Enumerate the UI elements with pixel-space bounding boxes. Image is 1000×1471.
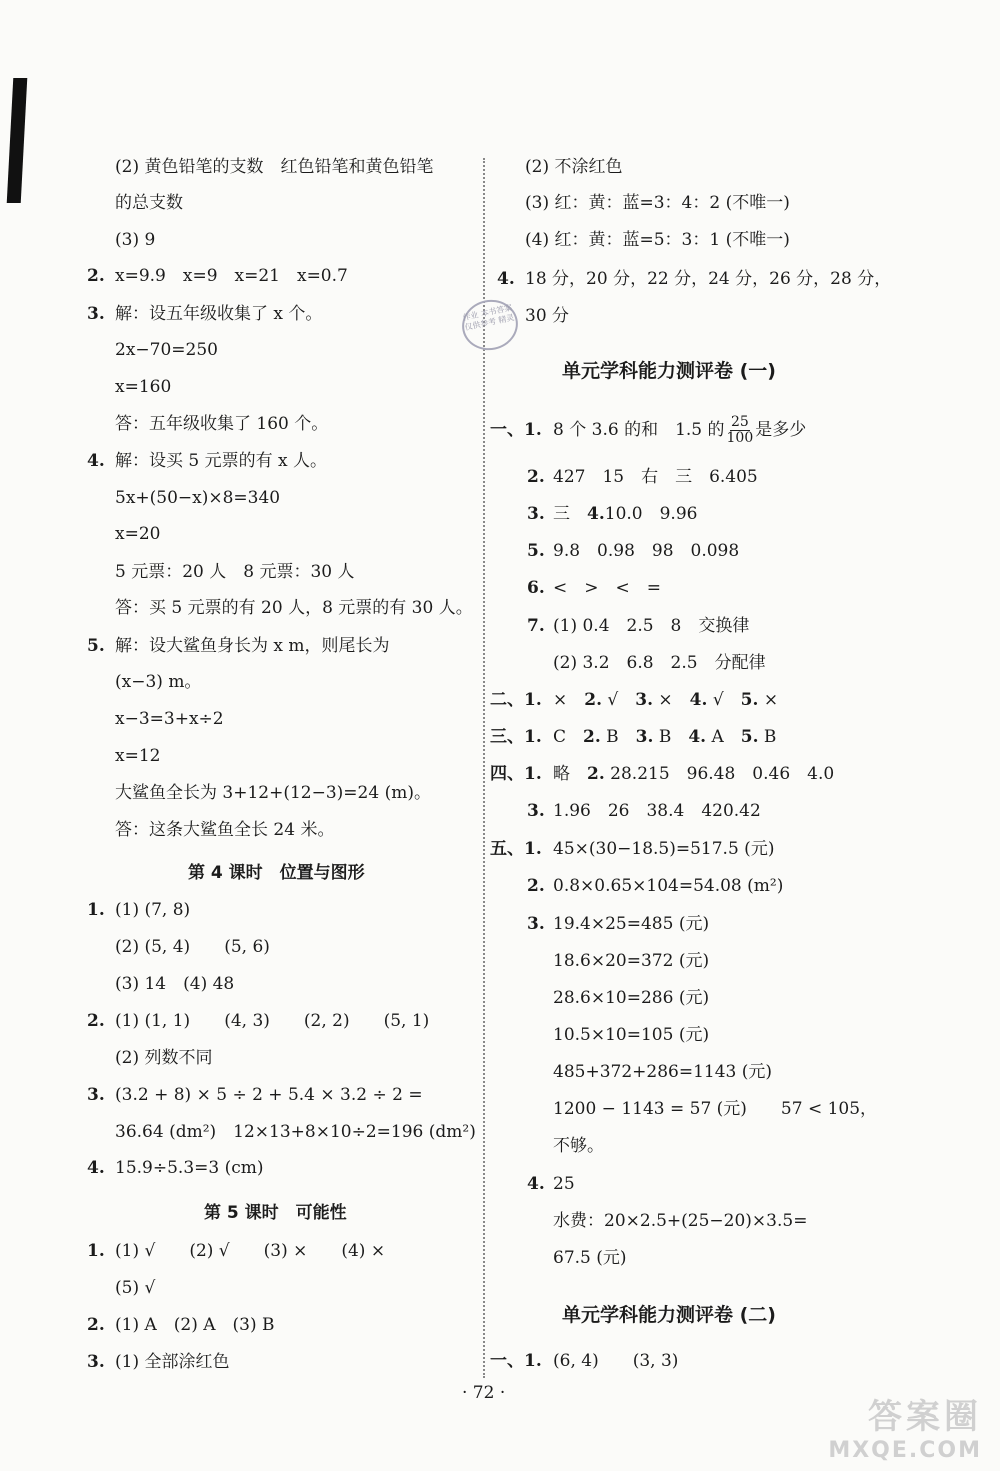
answer-line: 答：这条大鲨鱼全长 24 米。 <box>115 820 335 840</box>
fraction-numerator: 25 <box>730 413 749 430</box>
question-number: 4. <box>87 451 105 471</box>
answer-line: (3) 红：黄：蓝=3：4：2 (不唯一) <box>525 193 790 213</box>
question-number: 一、1. <box>490 1351 542 1371</box>
section-heading: 第 5 课时 可能性 <box>204 1203 347 1223</box>
answer-line: 5 元票：20 人 8 元票：30 人 <box>115 562 355 582</box>
watermark-url: MXQE.COM <box>828 1438 982 1463</box>
answer-line: 9.8 0.98 98 0.098 <box>553 541 740 561</box>
question-number: 4. <box>497 269 515 289</box>
answer-line: (1) 全部涂红色 <box>115 1352 230 1372</box>
answer-line: (2) (5, 4) (5, 6) <box>115 937 270 957</box>
answer-line: 1.96 26 38.4 420.42 <box>553 801 761 821</box>
question-number: 3. <box>87 1085 105 1105</box>
answer-text: × <box>553 690 568 710</box>
answer-line: (4) 红：黄：蓝=5：3：1 (不唯一) <box>525 230 790 250</box>
answer-line: 答：买 5 元票的有 20 人，8 元票的有 30 人。 <box>115 598 473 618</box>
question-number: 三、1. <box>490 727 542 747</box>
answer-line: 2x−70=250 <box>115 340 218 360</box>
question-number: 4. <box>527 1174 545 1194</box>
question-number: 二、1. <box>490 690 542 710</box>
question-number: 2. <box>527 876 545 896</box>
answer-line: x=160 <box>115 377 172 397</box>
answer-text: × <box>658 690 673 710</box>
question-number: 5. <box>527 541 545 561</box>
answer-line: 解：设五年级收集了 x 个。 <box>115 304 323 324</box>
question-number: 2. <box>87 1315 105 1335</box>
question-number: 2. <box>527 467 545 487</box>
answer-line: (1) (7, 8) <box>115 900 191 920</box>
answer-line: (2) 不涂红色 <box>525 157 623 177</box>
answer-text: 略 <box>553 764 570 784</box>
answer-line: 解：设大鲨鱼身长为 x m，则尾长为 <box>115 636 390 656</box>
answer-text: 8 个 3.6 的和 1.5 的 <box>553 420 725 440</box>
answer-text: C <box>553 727 567 747</box>
answer-line <box>553 762 834 786</box>
answer-line: (1) √ (2) √ (3) × (4) × <box>115 1241 386 1261</box>
answer-line: 28.6×10=286 (元) <box>553 988 710 1008</box>
answer-line: (5) √ <box>115 1278 156 1298</box>
question-number: 3. <box>527 504 545 524</box>
question-number: 3. <box>87 304 105 324</box>
answer-text: 28.215 96.48 0.46 4.0 <box>610 764 835 784</box>
fraction <box>727 415 754 446</box>
answer-text: 10.0 9.96 <box>604 504 698 524</box>
question-number: 2. <box>583 727 601 747</box>
question-number: 四、1. <box>490 764 542 784</box>
question-number: 5. <box>87 636 105 656</box>
answer-line: x=12 <box>115 746 161 766</box>
watermark-logo: 答案圈 <box>868 1397 982 1437</box>
question-number: 4. <box>87 1158 105 1178</box>
answer-line: (2) 列数不同 <box>115 1048 213 1068</box>
answer-line: < > < = <box>553 578 661 598</box>
section-heading: 单元学科能力测评卷 (二) <box>562 1304 776 1326</box>
answer-line: 的总支数 <box>115 193 183 213</box>
answer-line <box>553 502 697 526</box>
section-heading: 第 4 课时 位置与图形 <box>188 863 365 883</box>
answer-text: B <box>658 727 672 747</box>
answer-line: 36.64 (dm²) 12×13+8×10÷2=196 (dm²) <box>115 1122 476 1142</box>
answer-line: 45×(30−18.5)=517.5 (元) <box>553 839 775 859</box>
answer-line: 30 分 <box>525 306 570 326</box>
answer-line: 0.8×0.65×104=54.08 (m²) <box>553 876 784 896</box>
answer-line: 水费：20×2.5+(25−20)×3.5= <box>553 1211 808 1231</box>
answer-line: 485+372+286=1143 (元) <box>553 1062 773 1082</box>
answer-line: 大鲨鱼全长为 3+12+(12−3)=24 (m)。 <box>115 783 431 803</box>
answer-text: × <box>763 690 779 710</box>
question-number: 4. <box>688 727 707 747</box>
fraction-denominator: 100 <box>726 429 754 446</box>
question-number: 5. <box>740 690 759 710</box>
answer-text: B <box>763 727 777 747</box>
answer-line: (3) 14 (4) 48 <box>115 974 235 994</box>
question-number: 五、1. <box>490 839 542 859</box>
answer-line: (1) (1, 1) (4, 3) (2, 2) (5, 1) <box>115 1011 430 1031</box>
question-number: 2. <box>87 1011 105 1031</box>
stamp-mark: 作业 本书答案仅供参考 精灵 <box>457 295 522 356</box>
answer-line: (2) 3.2 6.8 2.5 分配律 <box>553 653 766 673</box>
answer-line <box>553 725 776 749</box>
answer-line: 427 15 右 三 6.405 <box>553 467 758 487</box>
answer-text: √ <box>607 690 619 710</box>
answer-line: 5x+(50−x)×8=340 <box>115 488 281 508</box>
answer-line: (3) 9 <box>115 230 156 250</box>
page-number: · 72 · <box>462 1383 506 1403</box>
question-number: 2. <box>584 690 602 710</box>
question-number: 3. <box>87 1352 105 1372</box>
answer-line: x=9.9 x=9 x=21 x=0.7 <box>115 266 348 286</box>
answer-text: B <box>606 727 619 747</box>
question-number: 3. <box>527 914 545 934</box>
answer-line <box>553 688 778 712</box>
question-number: 5. <box>740 727 759 747</box>
question-number: 2. <box>87 266 105 286</box>
answer-line <box>553 413 806 447</box>
answer-line: 19.4×25=485 (元) <box>553 914 710 934</box>
answer-text: 三 <box>553 504 570 524</box>
watermark <box>828 1389 982 1463</box>
question-number: 3. <box>635 727 654 747</box>
question-number: 3. <box>527 801 545 821</box>
answer-line: (3.2 + 8) × 5 ÷ 2 + 5.4 × 3.2 ÷ 2 = <box>115 1085 423 1105</box>
answer-line: 18 分，20 分，22 分，24 分，26 分，28 分， <box>525 269 892 289</box>
answer-line: 1200 − 1143 = 57 (元) 57 < 105， <box>553 1099 878 1119</box>
answer-line: 15.9÷5.3=3 (cm) <box>115 1158 264 1178</box>
answer-line: 10.5×10=105 (元) <box>553 1025 710 1045</box>
section-heading: 单元学科能力测评卷 (一) <box>562 360 776 382</box>
question-number: 4. <box>587 504 605 524</box>
question-number: 1. <box>87 900 105 920</box>
answer-line: x=20 <box>115 524 161 544</box>
scan-edge-bar <box>7 78 28 203</box>
answer-line: 不够。 <box>553 1136 604 1156</box>
answer-line: 答：五年级收集了 160 个。 <box>115 414 329 434</box>
question-number: 3. <box>635 690 653 710</box>
answer-line: 67.5 (元) <box>553 1248 627 1268</box>
question-number: 一、1. <box>490 420 542 440</box>
answer-line: (1) A (2) A (3) B <box>115 1315 275 1335</box>
answer-line: 25 <box>553 1174 575 1194</box>
answer-line: 解：设买 5 元票的有 x 人。 <box>115 451 328 471</box>
answer-line: (2) 黄色铅笔的支数 红色铅笔和黄色铅笔 <box>115 157 434 177</box>
question-number: 4. <box>689 690 708 710</box>
question-number: 2. <box>587 764 605 784</box>
question-number: 6. <box>527 578 545 598</box>
answer-text: A <box>711 727 724 747</box>
answer-line: 18.6×20=372 (元) <box>553 951 710 971</box>
answer-text: 是多少 <box>755 420 807 440</box>
answer-line: (1) 0.4 2.5 8 交换律 <box>553 616 750 636</box>
question-number: 7. <box>527 616 545 636</box>
answer-line: (x−3) m。 <box>115 672 202 692</box>
answer-text: √ <box>712 690 724 710</box>
answer-line: x−3=3+x÷2 <box>115 709 224 729</box>
answer-line: (6, 4) (3, 3) <box>553 1351 679 1371</box>
question-number: 1. <box>87 1241 105 1261</box>
